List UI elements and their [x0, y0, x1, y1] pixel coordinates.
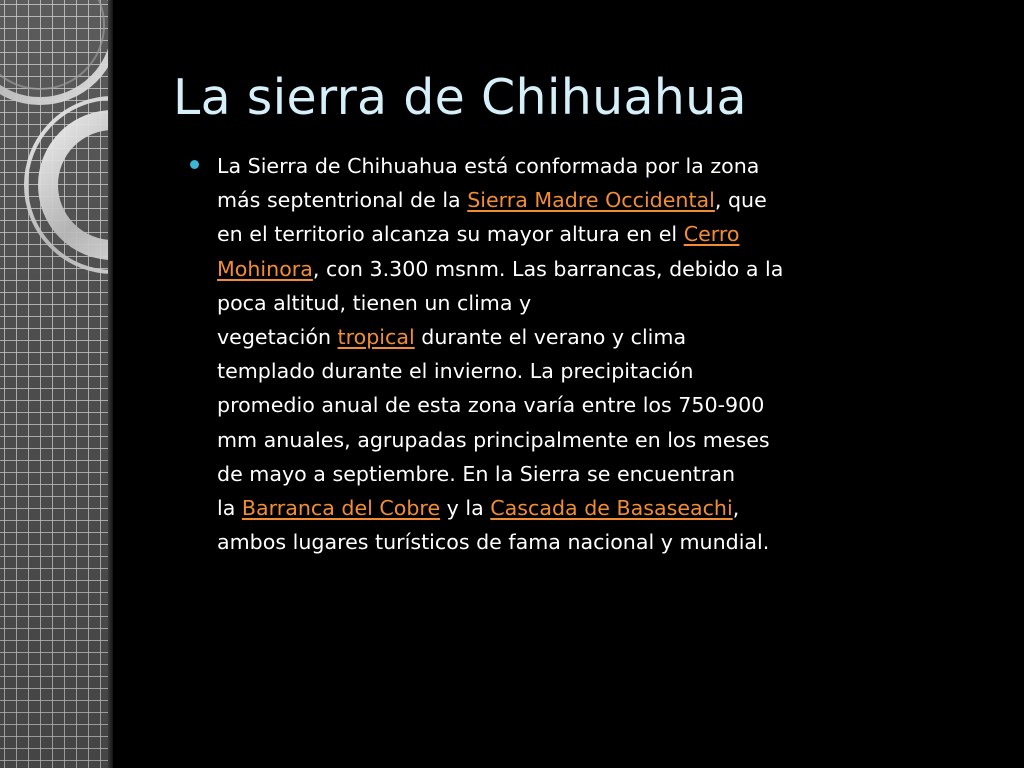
- body-text-run: de mayo a septiembre. En la Sierra se encuentran: [217, 461, 735, 486]
- middle-ring: [48, 120, 113, 250]
- body-text-run: , que: [714, 188, 767, 213]
- link-barranca-del-cobre[interactable]: Barranca del Cobre: [241, 496, 441, 521]
- body-text-run: durante el verano y clima: [414, 325, 687, 350]
- body-text-run: La Sierra de Chihuahua está conformada por la zona: [217, 154, 760, 178]
- body-text-run: mm anuales, agrupadas principalmente en los meses: [217, 427, 770, 452]
- link-sierra-madre-occidental[interactable]: Sierra Madre Occidental: [467, 188, 715, 213]
- link-cascada-de-basaseachi[interactable]: Cascada de Basaseachi: [490, 496, 733, 521]
- panel-edge: [108, 0, 113, 768]
- slide-title: La sierra de Chihuahua: [173, 69, 747, 126]
- body-text-run: ,: [732, 496, 740, 521]
- body-text-run: promedio anual de esta zona varía entre los 750-900: [217, 393, 765, 418]
- link-mohinora[interactable]: Mohinora: [217, 256, 313, 281]
- link-tropical[interactable]: tropical: [337, 325, 415, 350]
- body-text-run: ambos lugares turísticos de fama nacional y mundial.: [217, 530, 770, 555]
- decorative-rings: [0, 0, 113, 768]
- top-ring-inner: [0, 0, 104, 89]
- body-text-run: poca altitud, tienen un clima y: [217, 290, 532, 315]
- body-text-run: vegetación: [217, 325, 338, 350]
- body-text-run: en el territorio alcanza su mayor altura en el: [217, 222, 684, 247]
- link-cerro[interactable]: Cerro: [683, 222, 740, 247]
- body-paragraph: [217, 149, 987, 559]
- body-text-run: , con 3.300 msnm. Las barrancas, debido a la: [312, 256, 784, 281]
- body-text-run: templado durante el invierno. La precipitación: [217, 359, 694, 384]
- bullet-dot-icon: [190, 160, 199, 169]
- slide-body: [190, 149, 990, 559]
- body-text-run: y la: [440, 496, 491, 521]
- body-text-run: más septentrional de la: [217, 188, 468, 213]
- decorative-grid-panel: [0, 0, 113, 768]
- body-text-run: la: [217, 496, 242, 521]
